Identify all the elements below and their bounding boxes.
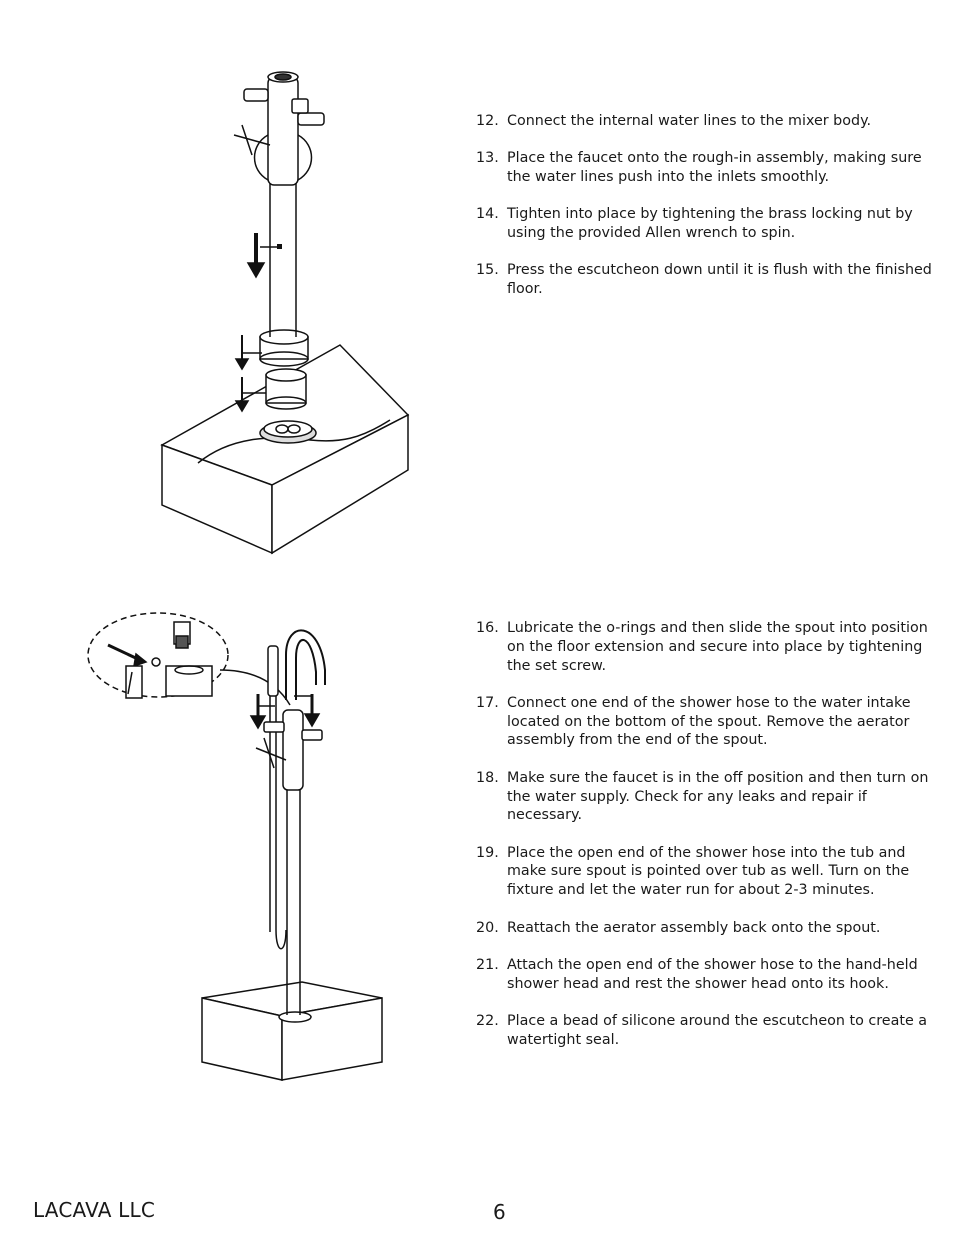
step-number: 13. (476, 150, 499, 167)
list-item (476, 1012, 936, 1050)
list-item (476, 205, 936, 243)
page-number: 6 (493, 1200, 506, 1224)
step-text: Lubricate the o-rings and then slide the spout into position on the floor extension and secure into place by tightening the set screw. (507, 620, 928, 674)
step-number: 20. (476, 919, 499, 936)
list-item (476, 844, 936, 900)
step-text: Press the escutcheon down until it is flush with the finished floor. (507, 262, 932, 298)
step-text: Make sure the faucet is in the off position and then turn on the water supply. Check for any leaks and repair if necessary. (507, 769, 929, 824)
step-text: Place the open end of the shower hose into the tub and make sure spout is pointed over tub as well. Turn on the fixture and let the water run for about 2-3 minutes. (507, 844, 910, 899)
step-number: 22. (476, 1012, 499, 1029)
step-text: Connect one end of the shower hose to the water intake located on the bottom of the spout. Remove the aerator assembly from the end of the spout. (507, 694, 911, 749)
instruction-list-steps-16-22 (476, 619, 936, 1068)
footer-company-name: LACAVA LLC (33, 1198, 155, 1222)
step-text: Connect the internal water lines to the mixer body. (507, 113, 872, 129)
step-text: Attach the open end of the shower hose to the hand-held shower head and rest the shower head onto its hook. (507, 956, 918, 992)
list-item (476, 112, 936, 131)
list-item (476, 694, 936, 750)
list-item (476, 261, 936, 299)
step-text: Place a bead of silicone around the escutcheon to create a watertight seal. (507, 1012, 928, 1048)
step-number: 21. (476, 956, 499, 973)
installation-diagram-spout-hose (80, 610, 400, 1085)
step-text: Reattach the aerator assembly back onto the spout. (507, 919, 881, 936)
step-number: 16. (476, 620, 499, 636)
list-item (476, 956, 936, 994)
step-text: Tighten into place by tightening the brass locking nut by using the provided Allen wrench to spin. (507, 206, 913, 242)
list-item (476, 149, 936, 187)
step-text: Place the faucet onto the rough-in assembly, making sure the water lines push into the inlets smoothly. (507, 150, 922, 186)
list-item (476, 919, 936, 938)
step-number: 12. (476, 113, 499, 129)
list-item (476, 769, 936, 825)
step-number: 18. (476, 769, 499, 786)
step-number: 15. (476, 262, 499, 279)
step-number: 17. (476, 694, 499, 711)
step-number: 14. (476, 206, 499, 223)
instruction-list-steps-12-15 (476, 112, 936, 318)
step-number: 19. (476, 844, 499, 861)
installation-diagram-rough-in (150, 65, 420, 565)
list-item (476, 619, 936, 675)
